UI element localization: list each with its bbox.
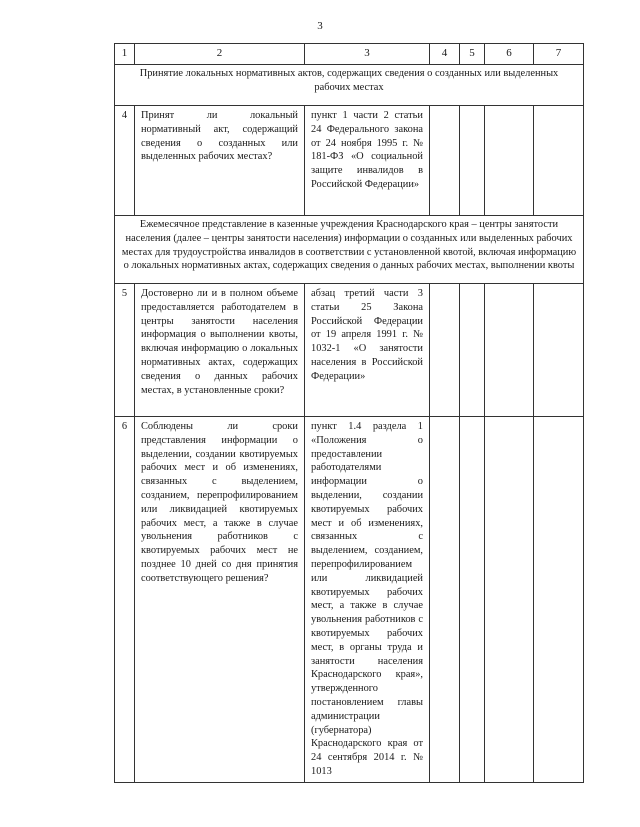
- question-cell: Принят ли локальный нормативный акт, содержащий сведения о созданных или выделенных рабочих местах?: [135, 106, 305, 216]
- section-title: Ежемесячное представление в казенные учреждения Краснодарского края – центры занятости населения (далее – центры занятости населения) информации о созданных или выделенных рабочих местах для трудоустройства инвалидов в соответствии с установленной квотой, включая информацию о локальных нормативных актах, содержащих сведения о данных рабочих местах, выполнении квоты: [115, 216, 584, 284]
- row-number: 6: [115, 417, 135, 783]
- header-row: [115, 44, 584, 65]
- answer-cell[interactable]: [430, 417, 460, 783]
- section-row: [115, 65, 584, 106]
- legal-basis-cell: пункт 1.4 раздела 1 «Положения о предоставлении работодателями информации о выделении, создании квотируемых рабочих мест и об изменениях, связанных с выделением, созданием, перепрофилированием или ликвидацией квотируемых рабочих мест, а также в случае увольнения работников с квотируемых рабочих мест, в органы труда и занятости населения Краснодарского края», утвержденного постановлением главы администрации (губернатора) Краснодарского края от 24 сентября 2014 г. № 1013: [305, 417, 430, 783]
- note-cell[interactable]: [534, 417, 584, 783]
- row-number: 4: [115, 106, 135, 216]
- checklist-table: [114, 43, 584, 783]
- header-cell: 4: [430, 44, 460, 65]
- row-number: 5: [115, 284, 135, 417]
- legal-basis-cell: пункт 1 части 2 статьи 24 Федерального закона от 24 ноября 1995 г. № 181-ФЗ «О социальной защите инвалидов в Российской Федерации»: [305, 106, 430, 216]
- answer-cell[interactable]: [460, 284, 485, 417]
- header-cell: 6: [485, 44, 534, 65]
- table-row: [115, 106, 584, 216]
- header-cell: 1: [115, 44, 135, 65]
- question-cell: Достоверно ли и в полном объеме предоставляется работодателем в центры занятости населения информация о выполнении квоты, включая информацию о локальных нормативных актах, содержащих сведения о данных рабочих местах, в установленные сроки?: [135, 284, 305, 417]
- answer-cell[interactable]: [485, 417, 534, 783]
- header-cell: 5: [460, 44, 485, 65]
- note-cell[interactable]: [534, 106, 584, 216]
- page-number: 3: [317, 20, 323, 32]
- answer-cell[interactable]: [430, 284, 460, 417]
- header-cell: 7: [534, 44, 584, 65]
- answer-cell[interactable]: [485, 106, 534, 216]
- answer-cell[interactable]: [460, 106, 485, 216]
- answer-cell[interactable]: [430, 106, 460, 216]
- legal-basis-cell: абзац третий части 3 статьи 25 Закона Российской Федерации от 19 апреля 1991 г. № 1032-1 «О занятости населения в Российской Федерации»: [305, 284, 430, 417]
- header-cell: 2: [135, 44, 305, 65]
- answer-cell[interactable]: [485, 284, 534, 417]
- table-row: [115, 417, 584, 783]
- table-row: [115, 284, 584, 417]
- section-title: Принятие локальных нормативных актов, содержащих сведения о созданных или выделенных рабочих местах: [115, 65, 584, 106]
- header-cell: 3: [305, 44, 430, 65]
- note-cell[interactable]: [534, 284, 584, 417]
- answer-cell[interactable]: [460, 417, 485, 783]
- question-cell: Соблюдены ли сроки представления информации о выделении, создании квотируемых рабочих мест и об изменениях, связанных с выделением, созданием, перепрофилированием или ликвидацией квотируемых рабочих мест, а также в случае увольнения работников с квотируемых рабочих мест не позднее 10 дней со дня принятия соответствующего решения?: [135, 417, 305, 783]
- section-row: [115, 216, 584, 284]
